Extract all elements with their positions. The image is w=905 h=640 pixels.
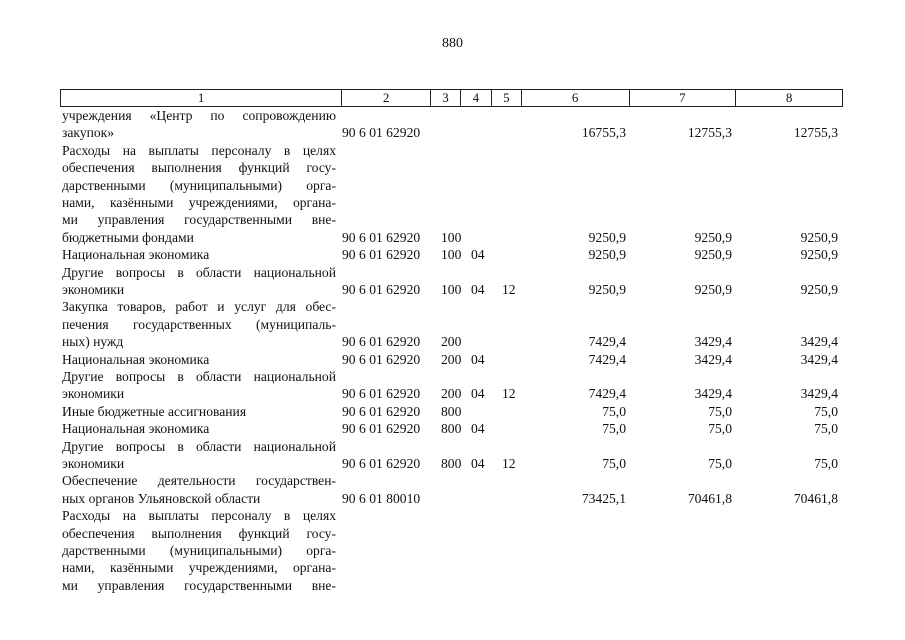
description-line: Национальная экономика xyxy=(62,247,210,263)
page-number: 880 xyxy=(442,36,463,51)
description-line: экономики xyxy=(62,281,125,297)
value-col-6: 16755,3 xyxy=(581,125,626,141)
description-line: экономики xyxy=(62,455,125,471)
value-col-6: 7429,4 xyxy=(588,351,626,367)
description-line: Иные бюджетные ассигнования xyxy=(62,403,247,419)
expense-type-cell: 100 xyxy=(441,281,462,297)
value-col-6: 75,0 xyxy=(602,455,626,471)
table-row xyxy=(0,507,905,594)
code-cell: 90 6 01 62920 xyxy=(342,334,421,350)
description-line: бюджетными фондами xyxy=(62,229,194,245)
description-line: нами, казёнными учреждениями, органа- xyxy=(62,194,336,210)
value-col-7: 9250,9 xyxy=(694,229,732,245)
expense-type-cell: 200 xyxy=(441,386,462,402)
value-col-6: 9250,9 xyxy=(588,247,626,263)
table-row xyxy=(0,246,905,263)
description-line: Национальная экономика xyxy=(62,421,210,437)
row-values xyxy=(0,333,905,350)
value-col-7: 75,0 xyxy=(708,455,732,471)
expense-type-cell: 100 xyxy=(441,247,462,263)
description-line: Обеспечение деятельности государствен- xyxy=(62,473,336,489)
expense-type-cell: 800 xyxy=(441,421,462,437)
description-line: дарственными (муниципальными) орга- xyxy=(62,177,336,193)
description-line: Другие вопросы в области национальной xyxy=(62,438,336,454)
header-col-2: 2 xyxy=(342,90,431,106)
description-line: обеспечения выполнения функций госу- xyxy=(62,525,336,541)
value-col-8: 75,0 xyxy=(814,403,838,419)
section-cell: 04 xyxy=(471,386,485,402)
section-cell: 04 xyxy=(471,455,485,471)
row-values xyxy=(0,403,905,420)
value-col-8: 75,0 xyxy=(814,421,838,437)
section-cell: 04 xyxy=(471,421,485,437)
value-col-8: 9250,9 xyxy=(800,247,838,263)
description-line: ми управления государственными вне- xyxy=(62,212,336,228)
code-cell: 90 6 01 62920 xyxy=(342,229,421,245)
code-cell: 90 6 01 62920 xyxy=(342,247,421,263)
value-col-7: 75,0 xyxy=(708,403,732,419)
value-col-8: 3429,4 xyxy=(800,334,838,350)
code-cell: 90 6 01 62920 xyxy=(342,386,421,402)
value-col-6: 9250,9 xyxy=(588,281,626,297)
code-cell: 90 6 01 62920 xyxy=(342,455,421,471)
row-values xyxy=(0,229,905,246)
value-col-7: 12755,3 xyxy=(687,125,732,141)
row-values xyxy=(0,455,905,472)
description-line: ных органов Ульяновской области xyxy=(62,490,261,506)
description-line: ми управления государственными вне- xyxy=(62,577,336,593)
subsection-cell: 12 xyxy=(502,455,516,471)
table-row xyxy=(0,420,905,437)
value-col-7: 9250,9 xyxy=(694,247,732,263)
value-col-6: 9250,9 xyxy=(588,229,626,245)
table-row xyxy=(0,142,905,246)
table-row xyxy=(0,351,905,368)
header-col-5: 5 xyxy=(492,90,522,106)
table-row xyxy=(0,298,905,350)
value-col-8: 75,0 xyxy=(814,455,838,471)
subsection-cell: 12 xyxy=(502,386,516,402)
value-col-6: 73425,1 xyxy=(581,490,626,506)
description-line: экономики xyxy=(62,386,125,402)
description-line: Другие вопросы в области национальной xyxy=(62,369,336,384)
table-row xyxy=(0,438,905,473)
value-col-8: 9250,9 xyxy=(800,229,838,245)
description-line: печения государственных (муниципаль- xyxy=(62,316,336,332)
header-col-4: 4 xyxy=(461,90,492,106)
value-col-6: 75,0 xyxy=(602,421,626,437)
description-line: Закупка товаров, работ и услуг для обес- xyxy=(62,299,336,315)
value-col-8: 12755,3 xyxy=(793,125,838,141)
row-values xyxy=(0,420,905,437)
row-values xyxy=(0,124,905,141)
table-header xyxy=(60,89,843,107)
value-col-6: 75,0 xyxy=(602,403,626,419)
value-col-8: 3429,4 xyxy=(800,351,838,367)
section-cell: 04 xyxy=(471,281,485,297)
expense-type-cell: 200 xyxy=(441,334,462,350)
row-values xyxy=(0,577,905,594)
description-line: дарственными (муниципальными) орга- xyxy=(62,542,336,558)
value-col-7: 70461,8 xyxy=(687,490,732,506)
value-col-6: 7429,4 xyxy=(588,386,626,402)
value-col-7: 9250,9 xyxy=(694,281,732,297)
description-line: учреждения «Центр по сопровождению xyxy=(62,108,336,123)
code-cell: 90 6 01 62920 xyxy=(342,403,421,419)
description-line: нами, казёнными учреждениями, органа- xyxy=(62,560,336,576)
code-cell: 90 6 01 80010 xyxy=(342,490,421,506)
row-values xyxy=(0,385,905,402)
subsection-cell: 12 xyxy=(502,281,516,297)
code-cell: 90 6 01 62920 xyxy=(342,125,421,141)
row-values xyxy=(0,246,905,263)
code-cell: 90 6 01 62920 xyxy=(342,281,421,297)
table-row xyxy=(0,403,905,420)
value-col-7: 75,0 xyxy=(708,421,732,437)
row-values xyxy=(0,281,905,298)
description-line: обеспечения выполнения функций госу- xyxy=(62,160,336,176)
value-col-6: 7429,4 xyxy=(588,334,626,350)
section-cell: 04 xyxy=(471,247,485,263)
value-col-7: 3429,4 xyxy=(694,334,732,350)
value-col-8: 9250,9 xyxy=(800,281,838,297)
section-cell: 04 xyxy=(471,351,485,367)
value-col-8: 70461,8 xyxy=(793,490,838,506)
expense-type-cell: 200 xyxy=(441,351,462,367)
header-col-1: 1 xyxy=(61,90,342,106)
expense-type-cell: 800 xyxy=(441,455,462,471)
table-row xyxy=(0,472,905,507)
table-row xyxy=(0,264,905,299)
header-col-7: 7 xyxy=(630,90,737,106)
header-col-8: 8 xyxy=(785,90,793,105)
table-row xyxy=(0,368,905,403)
code-cell: 90 6 01 62920 xyxy=(342,421,421,437)
description-line: Другие вопросы в области национальной xyxy=(62,264,336,280)
table-row xyxy=(0,107,905,142)
value-col-7: 3429,4 xyxy=(694,351,732,367)
header-col-3: 3 xyxy=(431,90,461,106)
description-line: Расходы на выплаты персоналу в целях xyxy=(62,508,336,524)
row-values xyxy=(0,351,905,368)
description-line: Расходы на выплаты персоналу в целях xyxy=(62,142,336,158)
description-line: ных) нужд xyxy=(62,334,124,350)
expense-type-cell: 100 xyxy=(441,229,462,245)
row-values xyxy=(0,490,905,507)
description-line: Национальная экономика xyxy=(62,351,210,367)
value-col-7: 3429,4 xyxy=(694,386,732,402)
header-col-6: 6 xyxy=(522,90,630,106)
value-col-8: 3429,4 xyxy=(800,386,838,402)
expense-type-cell: 800 xyxy=(441,403,462,419)
code-cell: 90 6 01 62920 xyxy=(342,351,421,367)
description-line: закупок» xyxy=(62,125,115,141)
